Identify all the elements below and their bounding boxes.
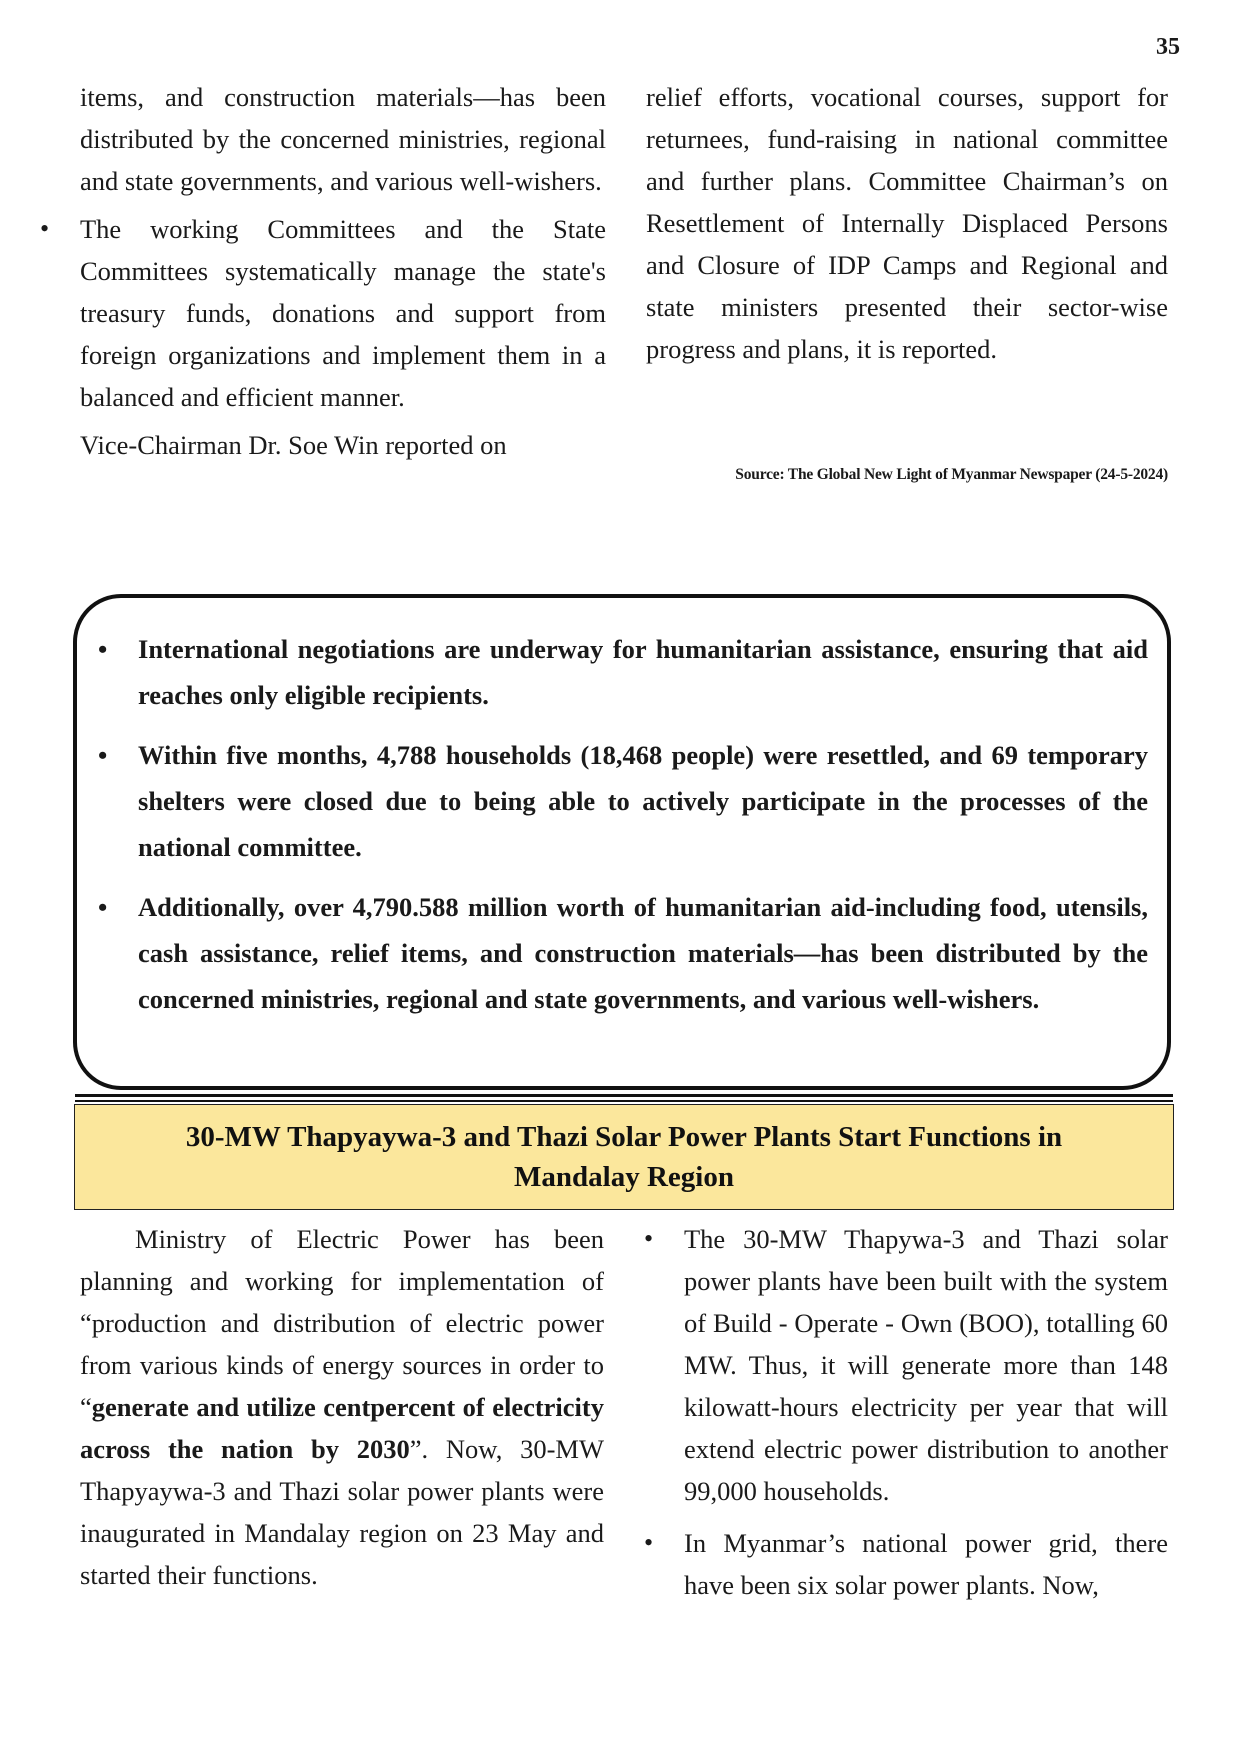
divider-rule: [75, 1094, 1173, 1097]
continued-paragraph: items, and construction materials—has been distributed by the concerned ministries, regional and state governments, and various well-wishers.: [80, 82, 606, 196]
highlight-item: • Within five months, 4,788 households (18,468 people) were resettled, and 69 temporary shelters were closed due to being able to actively participate in the processes of the national committee.: [98, 732, 1148, 870]
bullet-item: • The 30-MW Thapywa-3 and Thazi solar power plants have been built with the system of Build - Operate - Own (BOO), totalling 60 MW. Thus, it will generate more than 148 kilowatt-hours electricity per year that will extend electric power distribution to another 99,000 households.: [644, 1218, 1168, 1512]
top-left-column: [80, 76, 606, 466]
article-paragraph: [80, 1218, 604, 1596]
paragraph: relief efforts, vocational courses, support for returnees, fund-raising in national committee and further plans. Committee Chairman’s on Resettlement of Internally Displaced Persons and Closure of IDP Camps and Regional and state ministers presented their sector-wise progress and plans, it is reported.: [646, 82, 1168, 364]
bold-emphasis: generate and utilize centpercent of electricity across the nation by 2030: [80, 1392, 604, 1464]
highlight-item: • International negotiations are underway for humanitarian assistance, ensuring that aid reaches only eligible recipients.: [98, 626, 1148, 718]
paragraph: Vice-Chairman Dr. Soe Win reported on: [80, 430, 507, 460]
divider-rule: [75, 1100, 1173, 1102]
bullet-item: • The working Committees and the State Committees systematically manage the state's treasury funds, donations and support from foreign organizations and implement them in a balanced and efficient manner.: [40, 208, 606, 418]
text-run: ”. Now, 30-MW Thapyaywa-3 and Thazi solar power plants were inaugurated in Mandalay region on 23 May and started their functions.: [80, 1434, 604, 1590]
page-number: 35: [1156, 34, 1180, 60]
highlight-list: [98, 626, 1148, 1036]
top-right-column: [646, 76, 1168, 370]
source-citation: Source: The Global New Light of Myanmar Newspaper (24-5-2024): [735, 466, 1168, 483]
article-right-column: [644, 1218, 1168, 1616]
article-left-column: [80, 1218, 604, 1596]
text-run: Ministry of Electric Power has been planning and working for implementation of “production and distribution of electric power from various kinds of energy sources in order to “: [80, 1224, 604, 1422]
bullet-item: • In Myanmar’s national power grid, there have been six solar power plants. Now,: [644, 1522, 1168, 1606]
highlight-item: • Additionally, over 4,790.588 million worth of humanitarian aid-including food, utensils, cash assistance, relief items, and construction materials—has been distributed by the concerned ministries, regional and state governments, and various well-wishers.: [98, 884, 1148, 1022]
headline-banner: [74, 1104, 1174, 1210]
article-headline: 30-MW Thapyaywa-3 and Thazi Solar Power Plants Start Functions in Mandalay Region: [185, 1121, 1063, 1193]
